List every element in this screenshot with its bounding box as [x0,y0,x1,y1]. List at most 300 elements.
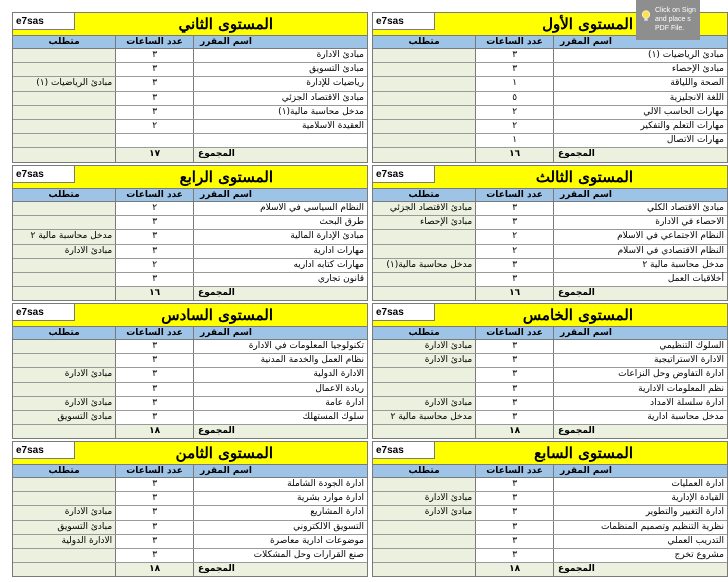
prerequisite: مبادئ الادارة [373,506,476,520]
credit-hours: ٣ [116,548,194,562]
table-header-row [373,189,727,202]
prerequisite-header: متطلب [13,189,116,202]
course-name: مهارات كتابه اداريه [194,258,367,272]
table-row [13,396,367,410]
table-row [13,534,367,548]
total-row [373,563,727,577]
course-name: مبادئ الإدارة المالية [194,230,367,244]
course-name: تكنولوجيا المعلومات في الادارة [194,340,367,354]
credit-hours: ٣ [116,230,194,244]
table-row [13,91,367,105]
table-row [373,506,727,520]
course-name: مبادئ الرياضيات (١) [554,49,727,63]
table-row [13,492,367,506]
course-name: سلوك المستهلك [194,410,367,424]
table-row [373,258,727,272]
course-name: العقيدة الاسلامية [194,119,367,133]
credit-hours: ٣ [116,506,194,520]
table-row [373,119,727,133]
credit-hours: ٢ [476,230,554,244]
level-title: المستوى الثالث [535,168,633,186]
course-name: قانون تجاري [194,272,367,286]
table-row [13,478,367,492]
course-name: مدخل محاسبة مالية(١) [194,105,367,119]
credit-hours: ١ [476,134,554,148]
credit-hours-header: عدد الساعات [476,465,554,478]
course-name: مشروع تخرج [554,548,727,562]
prerequisite: مدخل محاسبة مالية ٢ [13,230,116,244]
prerequisite [373,244,476,258]
table-row [13,368,367,382]
prerequisite [13,105,116,119]
prerequisite [373,230,476,244]
course-name: السلوك التنظيمي [554,340,727,354]
table-row [373,272,727,286]
table-row [13,77,367,91]
prerequisite [373,272,476,286]
total-label: المجموع [554,425,727,439]
total-spacer [373,425,476,439]
table-row [373,492,727,506]
lightbulb-icon [641,10,651,22]
level-tag: e7sas [13,304,75,321]
credit-hours: ٣ [116,534,194,548]
level-tag: e7sas [13,166,75,183]
course-name: النظام الاجتماعي في الاسلام [554,230,727,244]
level-title: المستوى الرابع [179,168,273,186]
credit-hours-header: عدد الساعات [476,189,554,202]
credit-hours: ٣ [116,492,194,506]
table-row [373,63,727,77]
total-label: المجموع [554,287,727,301]
credit-hours: ٣ [116,340,194,354]
credit-hours [116,134,194,148]
prerequisite [13,63,116,77]
course-name: أخلاقيات العمل [554,272,727,286]
prerequisite [13,134,116,148]
level-tag: e7sas [373,442,435,459]
credit-hours: ٣ [476,272,554,286]
level-tag: e7sas [13,13,75,30]
course-table [13,36,367,162]
course-name: ادارة التفاوض وحل النزاعات [554,368,727,382]
credit-hours: ٣ [476,202,554,216]
prerequisite [13,382,116,396]
course-name [194,134,367,148]
table-row [373,410,727,424]
prerequisite: مدخل محاسبة مالية ٢ [373,410,476,424]
total-row [13,287,367,301]
level-title: المستوى السادس [161,306,273,324]
table-row [13,258,367,272]
prerequisite: مبادئ الادارة [13,396,116,410]
total-hours: ١٨ [476,563,554,577]
level-panel [372,165,728,301]
prerequisite [373,368,476,382]
credit-hours: ٣ [116,368,194,382]
credit-hours: ٣ [476,410,554,424]
total-label: المجموع [194,425,367,439]
course-name: مبادئ الاقتصاد الكلي [554,202,727,216]
credit-hours: ٣ [116,396,194,410]
course-name: موضوعات ادارية معاصرة [194,534,367,548]
course-name: ادارة سلسلة الامداد [554,396,727,410]
course-table [13,465,367,576]
credit-hours: ٣ [116,63,194,77]
course-name-header: اسم المقرر [194,36,367,49]
prerequisite: مبادئ الادارة [13,506,116,520]
total-spacer [13,563,116,577]
course-name-header: اسم المقرر [194,327,367,340]
credit-hours: ٣ [116,478,194,492]
total-hours: ١٦ [476,148,554,162]
credit-hours: ٣ [116,272,194,286]
course-table [373,465,727,576]
course-name: مبادئ الاقتصاد الجزئي [194,91,367,105]
prerequisite: مبادئ الادارة [13,368,116,382]
course-name: مبادئ الادارة [194,49,367,63]
prerequisite-header: متطلب [13,465,116,478]
table-row [13,230,367,244]
prerequisite [373,382,476,396]
table-header-row [13,36,367,49]
prerequisite [13,548,116,562]
prerequisite: مبادئ التسويق [13,520,116,534]
level-title-bar [373,166,727,189]
prerequisite [373,119,476,133]
level-panel [372,303,728,439]
table-row [13,548,367,562]
course-name: طرق البحث [194,216,367,230]
total-spacer [13,425,116,439]
prerequisite [13,202,116,216]
total-hours: ١٨ [116,563,194,577]
credit-hours: ٣ [476,478,554,492]
credit-hours: ٣ [476,354,554,368]
course-name: التدريب العملي [554,534,727,548]
total-row [373,425,727,439]
prerequisite-header: متطلب [373,465,476,478]
prerequisite [373,134,476,148]
table-header-row [13,327,367,340]
course-name: رياضيات للإدارة [194,77,367,91]
prerequisite [13,216,116,230]
course-name: التسويق الالكتروني [194,520,367,534]
credit-hours-header: عدد الساعات [116,36,194,49]
course-name: ادارة عامة [194,396,367,410]
table-row [13,410,367,424]
table-row [13,216,367,230]
course-table [373,189,727,300]
total-spacer [373,563,476,577]
credit-hours: ٢ [476,105,554,119]
course-name: صنع القرارات وحل المشكلات [194,548,367,562]
credit-hours: ٢ [116,119,194,133]
level-tag: e7sas [13,442,75,459]
prerequisite [13,478,116,492]
course-name: مدخل محاسبة مالية ٢ [554,258,727,272]
prerequisite: مبادئ الادارة [13,244,116,258]
credit-hours: ٣ [116,244,194,258]
level-title-bar [373,304,727,327]
credit-hours: ٢ [476,119,554,133]
credit-hours: ١ [476,77,554,91]
total-row [13,425,367,439]
level-panel [372,441,728,577]
level-tag: e7sas [373,166,435,183]
level-tag: e7sas [373,304,435,321]
credit-hours-header: عدد الساعات [476,327,554,340]
total-row [373,287,727,301]
course-name: نظم المعلومات الادارية [554,382,727,396]
course-name: ادارة العمليات [554,478,727,492]
prerequisite-header: متطلب [13,327,116,340]
prerequisite [13,354,116,368]
level-panel [12,303,368,439]
course-table [373,327,727,438]
total-row [13,563,367,577]
table-row [373,244,727,258]
credit-hours: ٣ [116,91,194,105]
prerequisite [373,49,476,63]
total-hours: ١٦ [116,287,194,301]
table-row [373,105,727,119]
table-row [13,520,367,534]
credit-hours: ٣ [476,258,554,272]
total-row [373,148,727,162]
table-row [373,548,727,562]
level-title-bar [13,166,367,189]
table-row [373,216,727,230]
prerequisite [373,478,476,492]
total-label: المجموع [194,287,367,301]
total-label: المجموع [554,148,727,162]
level-title: المستوى الثامن [175,444,273,462]
prerequisite: مبادئ الادارة [373,354,476,368]
course-name: مهارات التعلم والتفكير [554,119,727,133]
course-name: مبادئ الإحصاء [554,63,727,77]
credit-hours: ٣ [476,382,554,396]
table-header-row [13,189,367,202]
course-name: القيادة الإدارية [554,492,727,506]
prerequisite: مبادئ الاقتصاد الجزئي [373,202,476,216]
table-row [373,134,727,148]
course-name: الادارة الدولية [194,368,367,382]
credit-hours: ٣ [476,396,554,410]
credit-hours: ٣ [116,410,194,424]
credit-hours: ٢ [476,244,554,258]
course-table [13,189,367,300]
credit-hours: ٣ [476,216,554,230]
prerequisite-header: متطلب [373,36,476,49]
course-name: ادارة التغيير والتطوير [554,506,727,520]
total-hours: ١٦ [476,287,554,301]
table-header-row [13,465,367,478]
course-table [13,327,367,438]
total-row [13,148,367,162]
prerequisite [13,258,116,272]
credit-hours: ٣ [476,368,554,382]
prerequisite [373,91,476,105]
level-panel [12,12,368,163]
level-title: المستوى الخامس [522,306,633,324]
course-name-header: اسم المقرر [554,36,727,49]
prerequisite-header: متطلب [373,327,476,340]
credit-hours: ٣ [476,340,554,354]
prerequisite: مبادئ الادارة [373,340,476,354]
total-spacer [13,148,116,162]
prerequisite [373,63,476,77]
course-name: مدخل محاسبة ادارية [554,410,727,424]
credit-hours: ٣ [476,506,554,520]
course-name: مهارات ادارية [194,244,367,258]
level-title-bar [13,442,367,465]
course-name-header: اسم المقرر [554,465,727,478]
credit-hours: ٣ [116,49,194,63]
table-row [13,49,367,63]
table-header-row [373,327,727,340]
table-row [373,382,727,396]
table-row [373,91,727,105]
credit-hours: ٣ [476,49,554,63]
prerequisite: مبادئ الادارة [373,396,476,410]
table-header-row [373,465,727,478]
pdf-sign-tooltip[interactable] [636,0,700,40]
course-name-header: اسم المقرر [194,189,367,202]
table-row [13,63,367,77]
level-panel [12,165,368,301]
table-row [373,478,727,492]
total-label: المجموع [194,148,367,162]
level-tag: e7sas [373,13,435,30]
prerequisite: مدخل محاسبة مالية(١) [373,258,476,272]
course-name: نظام العمل والخدمة المدنية [194,354,367,368]
total-hours: ١٨ [116,425,194,439]
table-row [373,396,727,410]
credit-hours: ٣ [476,63,554,77]
table-row [373,368,727,382]
credit-hours-header: عدد الساعات [116,327,194,340]
total-hours: ١٧ [116,148,194,162]
course-name: الصحة واللياقة [554,77,727,91]
prerequisite: مبادئ الادارة [373,492,476,506]
total-spacer [373,287,476,301]
level-title: المستوى السابع [534,444,633,462]
credit-hours: ٣ [476,520,554,534]
prerequisite [373,548,476,562]
table-row [13,382,367,396]
course-name-header: اسم المقرر [554,327,727,340]
table-row [13,272,367,286]
level-title-bar [373,442,727,465]
prerequisite [373,77,476,91]
credit-hours: ٢ [116,258,194,272]
course-name: ادارة المشاريع [194,506,367,520]
prerequisite [373,534,476,548]
table-row [373,77,727,91]
credit-hours: ٣ [476,534,554,548]
table-row [13,354,367,368]
credit-hours: ٣ [116,105,194,119]
table-row [373,354,727,368]
table-row [373,230,727,244]
course-name: اللغة الانجليزية [554,91,727,105]
course-name: مهارات الاتصال [554,134,727,148]
credit-hours: ٥ [476,91,554,105]
table-row [373,520,727,534]
course-name: النظام الاقتصادي في الاسلام [554,244,727,258]
table-row [373,49,727,63]
course-name: نظرية التنظيم وتصميم المنظمات [554,520,727,534]
table-row [13,134,367,148]
credit-hours-header: عدد الساعات [476,36,554,49]
credit-hours-header: عدد الساعات [116,189,194,202]
course-name: ادارة الجودة الشاملة [194,478,367,492]
course-name-header: اسم المقرر [194,465,367,478]
table-row [13,506,367,520]
prerequisite [373,520,476,534]
prerequisite-header: متطلب [13,36,116,49]
prerequisite: مبادئ التسويق [13,410,116,424]
credit-hours: ٣ [116,216,194,230]
total-spacer [13,287,116,301]
table-row [373,202,727,216]
table-row [373,534,727,548]
course-name: ريادة الاعمال [194,382,367,396]
credit-hours-header: عدد الساعات [116,465,194,478]
total-label: المجموع [194,563,367,577]
total-label: المجموع [554,563,727,577]
prerequisite [13,340,116,354]
course-name: ادارة موارد بشرية [194,492,367,506]
course-name: مهارات الحاسب الالي [554,105,727,119]
course-name: الاحصاء في الادارة [554,216,727,230]
credit-hours: ٣ [476,548,554,562]
prerequisite [13,49,116,63]
course-table [373,36,727,162]
prerequisite: الادارة الدولية [13,534,116,548]
credit-hours: ٣ [116,77,194,91]
credit-hours: ٣ [116,520,194,534]
credit-hours: ٢ [116,202,194,216]
pdf-sign-tooltip-text: Click on Sign and place s PDF File. [655,7,696,32]
credit-hours: ٣ [116,382,194,396]
prerequisite [13,91,116,105]
course-name: الادارة الاستراتيجية [554,354,727,368]
prerequisite [373,105,476,119]
total-hours: ١٨ [476,425,554,439]
course-name-header: اسم المقرر [554,189,727,202]
credit-hours: ٣ [476,492,554,506]
total-spacer [373,148,476,162]
credit-hours: ٣ [116,354,194,368]
prerequisite: مبادئ الإحصاء [373,216,476,230]
level-title: المستوى الأول [542,15,633,33]
table-row [13,340,367,354]
course-name: النظام السياسي في الاسلام [194,202,367,216]
prerequisite-header: متطلب [373,189,476,202]
table-row [13,244,367,258]
table-row [13,105,367,119]
level-title-bar [13,304,367,327]
prerequisite: مبادئ الرياضيات (١) [13,77,116,91]
prerequisite [13,272,116,286]
prerequisite [13,119,116,133]
table-row [13,202,367,216]
level-panel [12,441,368,577]
prerequisite [13,492,116,506]
level-title: المستوى الثاني [178,15,273,33]
